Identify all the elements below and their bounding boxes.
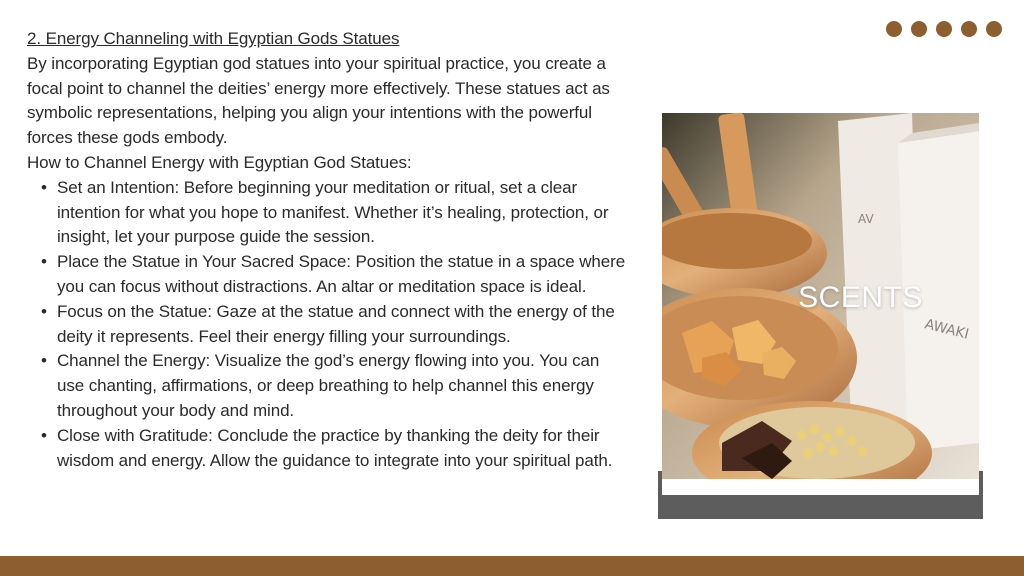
dot-3 bbox=[936, 21, 952, 37]
svg-text:AV: AV bbox=[858, 212, 874, 226]
list-item: • Set an Intention: Before beginning your meditation or ritual, set a clear intention for what you hope to manifest. Whether it’s healing, protection, or insight, let your purpose guide the session. bbox=[27, 176, 627, 250]
list-subheading: How to Channel Energy with Egyptian God Statues: bbox=[27, 152, 412, 172]
dot-2 bbox=[911, 21, 927, 37]
footer-bar bbox=[0, 556, 1024, 576]
main-text bbox=[27, 27, 627, 473]
list-item: • Close with Gratitude: Conclude the practice by thanking the deity for their wisdom and energy. Allow the guidance to integrate into your spiritual path. bbox=[27, 424, 627, 474]
section-heading: 2. Energy Channeling with Egyptian Gods Statues bbox=[27, 29, 400, 48]
dot-5 bbox=[986, 21, 1002, 37]
dot-1 bbox=[886, 21, 902, 37]
steps-list bbox=[27, 176, 627, 474]
decorative-dots bbox=[886, 21, 1002, 37]
dot-4 bbox=[961, 21, 977, 37]
list-item: • Place the Statue in Your Sacred Space: Position the statue in a space where you can focus without distractions. An altar or meditation space is ideal. bbox=[27, 250, 627, 300]
scents-photo bbox=[662, 113, 979, 479]
intro-paragraph: By incorporating Egyptian god statues into your spiritual practice, you create a focal point to channel the deities’ energy more effectively. These statues act as symbolic representations, helping you align your intentions with the powerful forces these gods embody. bbox=[27, 53, 610, 148]
photo-frame bbox=[662, 113, 979, 495]
scents-overlay-text: SCENTS bbox=[798, 281, 923, 314]
list-item: • Focus on the Statue: Gaze at the statue and connect with the energy of the deity it represents. Feel their energy filling your surroundings. bbox=[27, 300, 627, 350]
list-item: • Channel the Energy: Visualize the god’s energy flowing into you. You can use chanting, affirmations, or deep breathing to help channel this energy throughout your body and mind. bbox=[27, 349, 627, 423]
svg-text:AWAKI: AWAKI bbox=[923, 316, 971, 343]
photo-card bbox=[658, 113, 983, 519]
